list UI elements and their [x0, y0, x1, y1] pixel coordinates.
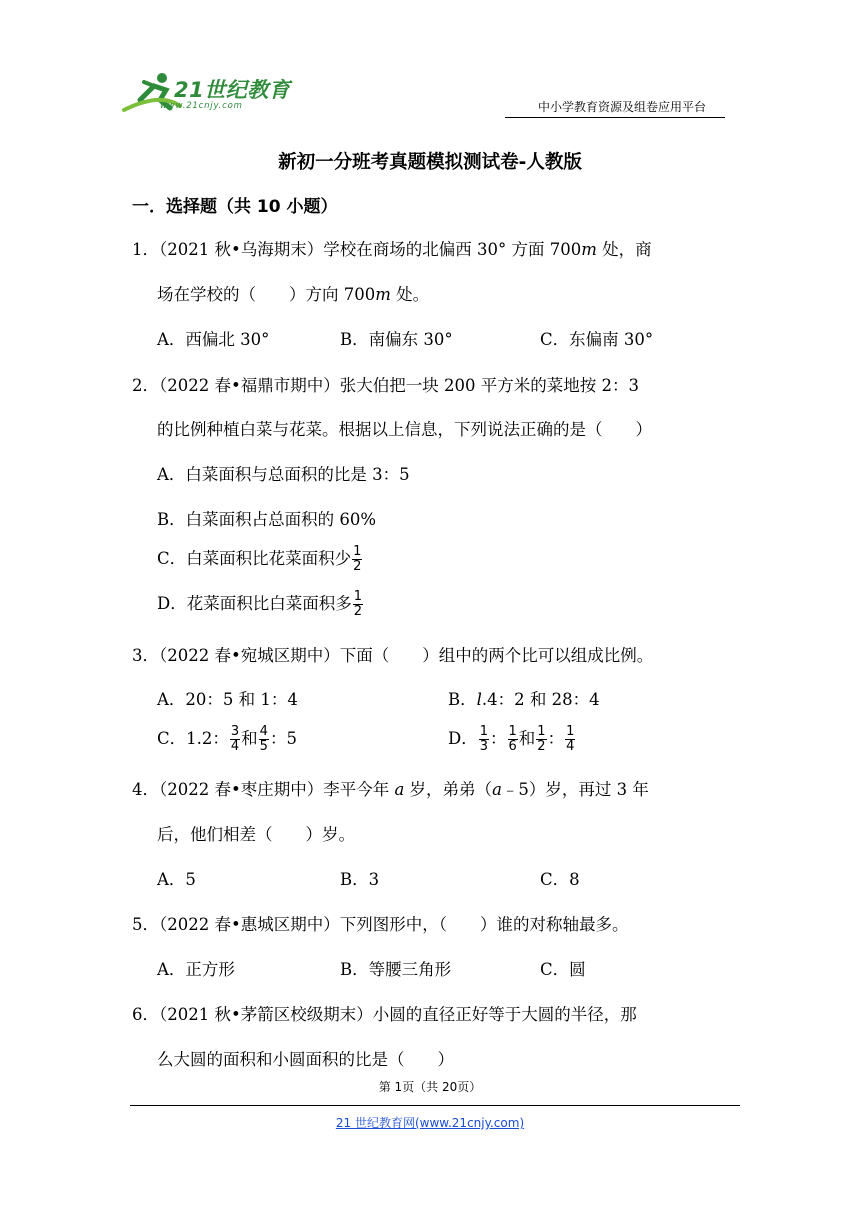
page-title: 新初一分班考真题模拟测试卷-人教版 — [278, 152, 582, 173]
header-divider — [505, 117, 725, 118]
section-heading: 一．选择题（共 10 小题） — [132, 197, 338, 217]
fraction: $\frac{3}{4}$ — [230, 724, 240, 754]
q6-line1: 6．（2021 秋•茅箭区校级期末）小圆的直径正好等于大圆的半径，那 — [132, 1005, 637, 1024]
page-number: 第 1页（共 20页） — [378, 1080, 482, 1094]
q4-option-b: B．3 — [340, 870, 380, 889]
q3-option-c: C．1.2： $\frac{3}{4}$ 和 $\frac{4}{5}$ ：5 — [157, 724, 297, 754]
fraction: $\frac{1}{6}$ — [508, 724, 517, 754]
q1-line1: 1．（2021 秋•乌海期末）学校在商场的北偏西 30° 方面 700m 处，商 — [132, 240, 652, 259]
fraction: $\frac{1}{3}$ — [479, 724, 489, 754]
q4-line1: 4．（2022 春•枣庄期中）李平今年 a 岁，弟弟（a﹣5）岁，再过 3 年 — [132, 780, 649, 799]
q5-line1: 5．（2022 春•惠城区期中）下列图形中，（ ）谁的对称轴最多。 — [132, 915, 629, 934]
fraction: $\frac{4}{5}$ — [259, 724, 268, 754]
q6-line2: 么大圆的面积和小圆面积的比是（ ） — [157, 1050, 454, 1069]
q2-option-c: C．白菜面积比花菜面积少 $\frac{1}{2}$ — [157, 544, 362, 574]
footer-divider — [130, 1105, 740, 1106]
q3-line1: 3．（2022 春•宛城区期中）下面（ ）组中的两个比可以组成比例。 — [132, 646, 654, 665]
q5-option-c: C．圆 — [540, 960, 586, 979]
fraction: $\frac{1}{4}$ — [566, 724, 575, 754]
fraction: $\frac{1}{2}$ — [353, 589, 363, 619]
fraction: $\frac{1}{2}$ — [353, 544, 362, 574]
q2-option-b: B．白菜面积占总面积的 60% — [157, 510, 377, 529]
q4-option-a: A．5 — [157, 870, 196, 889]
q5-option-b: B．等腰三角形 — [340, 960, 452, 979]
fraction: $\frac{1}{2}$ — [537, 724, 546, 754]
logo-text: 21世纪教育 — [174, 78, 291, 102]
q3-option-a: A．20：5 和 1：4 — [157, 690, 298, 709]
q5-option-a: A．正方形 — [157, 960, 235, 979]
q2-option-a: A．白菜面积与总面积的比是 3：5 — [157, 465, 410, 484]
q4-line2: 后，他们相差（ ）岁。 — [157, 825, 355, 844]
q2-option-d: D．花菜面积比白菜面积多 $\frac{1}{2}$ — [157, 589, 363, 619]
q1-option-b: B．南偏东 30° — [340, 330, 453, 349]
logo-url: www.21cnjy.com — [160, 101, 243, 111]
q1-option-c: C．东偏南 30° — [540, 330, 654, 349]
q3-option-b: B．l.4：2 和 28：4 — [448, 690, 600, 709]
q3-option-d: D． $\frac{1}{3}$ ： $\frac{1}{6}$ 和 $\frac{1}{2}$ ： $\frac{1}{4}$ — [448, 724, 575, 754]
footer-site-link[interactable]: 21 世纪教育网(www.21cnjy.com) — [335, 1116, 525, 1130]
platform-name: 中小学教育资源及组卷应用平台 — [538, 100, 707, 114]
q2-line1: 2．（2022 春•福鼎市期中）张大伯把一块 200 平方米的菜地按 2：3 — [132, 376, 639, 395]
q2-line2: 的比例种植白菜与花菜。根据以上信息，下列说法正确的是（ ） — [157, 420, 652, 439]
q1-option-a: A．西偏北 30° — [157, 330, 270, 349]
q1-line2: 场在学校的（ ）方向 700m 处。 — [157, 285, 430, 304]
q4-option-c: C．8 — [540, 870, 580, 889]
